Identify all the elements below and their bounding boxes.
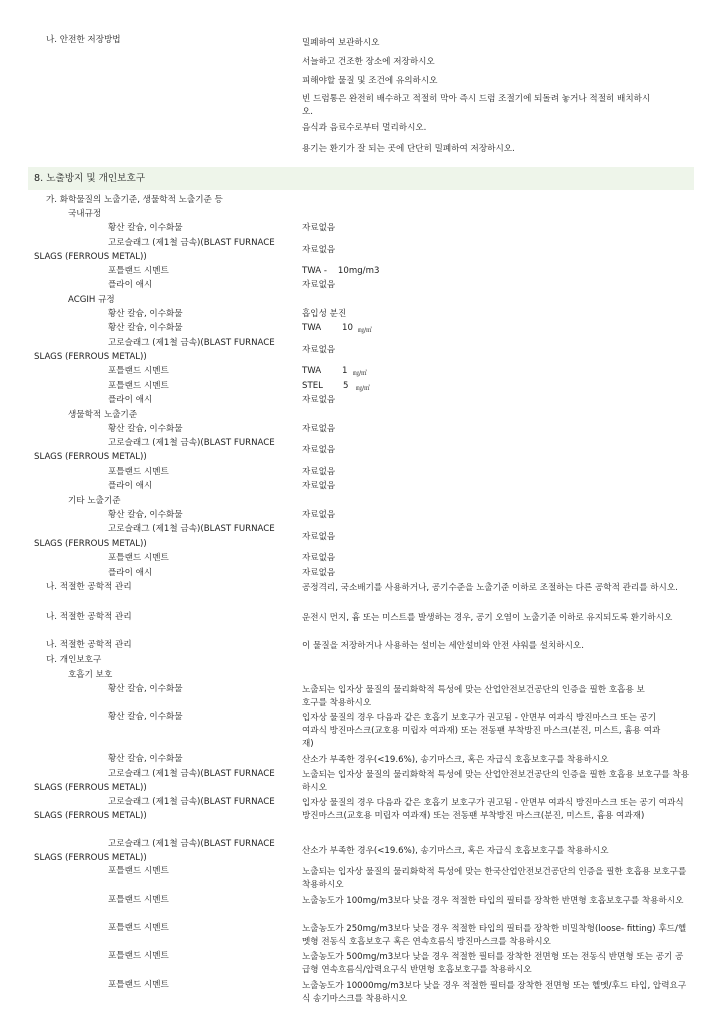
substance-name: 황산 칼슘, 이수화물	[108, 754, 183, 764]
ppe-text: 노출농도가 250mg/m3보다 낮을 경우 적절한 타입의 필터를 장착한 비밀착형(loose- fitting) 후드/헬멧형 전동식 호흡보호구 혹은 연속흐름식 방진마스크를 착용하시오	[302, 924, 687, 947]
storage-item: 피해야할 물질 및 조건에 유의하시오	[302, 76, 438, 86]
substance-name: 포틀랜드 시멘트	[108, 951, 169, 961]
value: 자료없음	[302, 280, 336, 290]
value: TWA - 10mg/m3	[302, 266, 380, 276]
substance-name: SLAGS (FERROUS METAL))	[34, 783, 147, 793]
ppe-text: 노출되는 입자상 물질의 물리화학적 특성에 맞는 한국산업안전보건공단의 인증을 필한 호흡용 보호구를 착용하시오	[302, 867, 687, 890]
ppe-text: 산소가 부족한 경우(<19.6%), 송기마스크, 혹은 자급식 호흡보호구를 착용하시오	[302, 846, 609, 856]
value: 1	[342, 366, 348, 376]
substance-name: 포틀랜드 시멘트	[108, 381, 169, 391]
value: 5	[343, 381, 349, 391]
engineering-label: 나. 적절한 공학적 관리	[46, 640, 132, 650]
substance-name: 포틀랜드 시멘트	[108, 866, 169, 876]
substance-name: SLAGS (FERROUS METAL))	[34, 853, 147, 863]
substance-name: 플라이 애시	[108, 481, 153, 491]
value: 자료없음	[302, 445, 336, 455]
substance-name: 고로슬래그 (제1철 금속)(BLAST FURNACE	[108, 438, 275, 448]
ppe-heading: 다. 개인보호구	[46, 655, 102, 665]
value: 자료없음	[302, 345, 336, 355]
substance-name: 황산 칼슘, 이수화물	[108, 223, 183, 233]
value: 자료없음	[302, 395, 336, 405]
storage-item: 빈 드럼통은 완전히 배수하고 적절히 막아 즉시 드럼 조절기에 되돌려 놓거나 적절히 배치하시오.	[302, 94, 651, 117]
value: 자료없음	[302, 532, 336, 542]
substance-name: 황산 칼슘, 이수화물	[108, 424, 183, 434]
ppe-text: 입자상 물질의 경우 다음과 같은 호흡기 보호구가 권고됨 - 안면부 여과식 방진마스크 또는 공기 여과식 방진마스크(교호용 미립자 여과재) 또는 전동팬 부착방진 마스크(분진, 미스트, 흄용 여과재)	[302, 713, 661, 749]
ppe-text: 입자상 물질의 경우 다음과 같은 호흡기 보호구가 권고됨 - 안면부 여과식 방진마스크 또는 공기 여과식 방진마스크(교호용 미립자 여과재) 또는 전동팬 부착방진 마스크(분진, 미스트, 흄용 여과재)	[302, 798, 684, 821]
substance-name: 고로슬래그 (제1철 금속)(BLAST FURNACE	[108, 238, 275, 248]
ppe-text: 산소가 부족한 경우(<19.6%), 송기마스크, 혹은 자급식 호흡보호구를 착용하시오	[302, 755, 609, 765]
substance-name: 포틀랜드 시멘트	[108, 266, 169, 276]
value: 자료없음	[302, 424, 336, 434]
value: 자료없음	[302, 553, 336, 563]
substance-name: 황산 칼슘, 이수화물	[108, 510, 183, 520]
value: 자료없음	[302, 245, 336, 255]
respiratory-heading: 호흡기 보호	[68, 670, 113, 680]
substance-name: 포틀랜드 시멘트	[108, 923, 169, 933]
ppe-text: 노출농도가 10000mg/m3보다 낮을 경우 적절한 필터를 장착한 전면형 또는 헬멧/후드 타입, 압력요구식 송기마스크를 착용하시오	[302, 981, 687, 1004]
acgih-heading: ACGIH 규정	[68, 295, 115, 305]
substance-name: 포틀랜드 시멘트	[108, 895, 169, 905]
ppe-text: 노출되는 입자상 물질의 물리화학적 특성에 맞는 산업안전보건공단의 인증을 필한 호흡용 보호구를 착용하시오	[302, 685, 645, 708]
value: STEL	[302, 381, 323, 391]
substance-name: 플라이 애시	[108, 395, 153, 405]
substance-name: 황산 칼슘, 이수화물	[108, 712, 183, 722]
substance-name: 황산 칼슘, 이수화물	[108, 323, 183, 333]
storage-item: 용기는 환기가 잘 되는 곳에 단단히 밀폐하여 저장하시오.	[302, 144, 515, 154]
value: 자료없음	[302, 481, 336, 491]
ppe-text: 노출농도가 500mg/m3보다 낮을 경우 적절한 필터를 장착한 전면형 또는 전동식 반면형 또는 공기 공급형 연속흐름식/압력요구식 반면형 호흡보호구를 착용하시오	[302, 952, 684, 975]
substance-name: 포틀랜드 시멘트	[108, 553, 169, 563]
substance-name: 플라이 애시	[108, 568, 153, 578]
value: 10	[342, 323, 353, 333]
engineering-label: 나. 적절한 공학적 관리	[46, 612, 132, 622]
value: 자료없음	[302, 568, 336, 578]
ppe-text: 노출농도가 100mg/m3보다 낮을 경우 적절한 타입의 필터를 장착한 반면형 호흡보호구를 착용하시오	[302, 896, 684, 906]
substance-name: 고로슬래그 (제1철 금속)(BLAST FURNACE	[108, 839, 275, 849]
exposure-heading: 가. 화학물질의 노출기준, 생물학적 노출기준 등	[46, 195, 223, 205]
value: TWA	[302, 323, 322, 333]
value: 흡입성 분진	[302, 309, 347, 319]
storage-item: 음식과 음료수로부터 멀리하시오.	[302, 123, 427, 133]
substance-name: 고로슬래그 (제1철 금속)(BLAST FURNACE	[108, 769, 275, 779]
substance-name: 포틀랜드 시멘트	[108, 366, 169, 376]
value: 자료없음	[302, 223, 336, 233]
other-heading: 기타 노출기준	[68, 496, 121, 506]
substance-name: SLAGS (FERROUS METAL))	[34, 352, 147, 362]
substance-name: 포틀랜드 시멘트	[108, 980, 169, 990]
unit: ㎎/㎥	[353, 370, 368, 377]
unit: ㎎/㎥	[356, 385, 371, 392]
storage-item: 서늘하고 건조한 장소에 저장하시오	[302, 57, 435, 67]
domestic-heading: 국내규정	[68, 209, 102, 219]
storage-label: 나. 안전한 저장방법	[46, 35, 121, 45]
engineering-text: 공정격리, 국소배기를 사용하거나, 공기수준을 노출기준 이하로 조절하는 다른 공학적 관리를 하시오.	[302, 583, 678, 593]
substance-name: 플라이 애시	[108, 280, 153, 290]
substance-name: 황산 칼슘, 이수화물	[108, 684, 183, 694]
substance-name: 고로슬래그 (제1철 금속)(BLAST FURNACE	[108, 338, 275, 348]
substance-name: SLAGS (FERROUS METAL))	[34, 452, 147, 462]
value: TWA	[302, 366, 322, 376]
engineering-text: 이 물질을 저장하거나 사용하는 설비는 세안설비와 안전 샤워를 설치하시오.	[302, 641, 584, 651]
value: 자료없음	[302, 510, 336, 520]
engineering-text: 운전시 먼지, 흄 또는 미스트를 발생하는 경우, 공기 오염이 노출기준 이하로 유지되도록 환기하시오	[302, 613, 673, 623]
substance-name: 포틀랜드 시멘트	[108, 467, 169, 477]
substance-name: 고로슬래그 (제1철 금속)(BLAST FURNACE	[108, 524, 275, 534]
bio-heading: 생물학적 노출기준	[68, 410, 138, 420]
unit: ㎎/㎥	[358, 327, 373, 334]
substance-name: SLAGS (FERROUS METAL))	[34, 539, 147, 549]
substance-name: 황산 칼슘, 이수화물	[108, 309, 183, 319]
substance-name: SLAGS (FERROUS METAL))	[34, 252, 147, 262]
value: 자료없음	[302, 467, 336, 477]
substance-name: SLAGS (FERROUS METAL))	[34, 811, 147, 821]
ppe-text: 노출되는 입자상 물질의 물리화학적 특성에 맞는 산업안전보건공단의 인증을 필한 호흡용 보호구를 착용하시오	[302, 770, 690, 793]
section-title: 8. 노출방지 및 개인보호구	[34, 173, 145, 184]
storage-item: 밀폐하여 보관하시오	[302, 38, 380, 48]
substance-name: 고로슬래그 (제1철 금속)(BLAST FURNACE	[108, 797, 275, 807]
engineering-label: 나. 적절한 공학적 관리	[46, 582, 132, 592]
